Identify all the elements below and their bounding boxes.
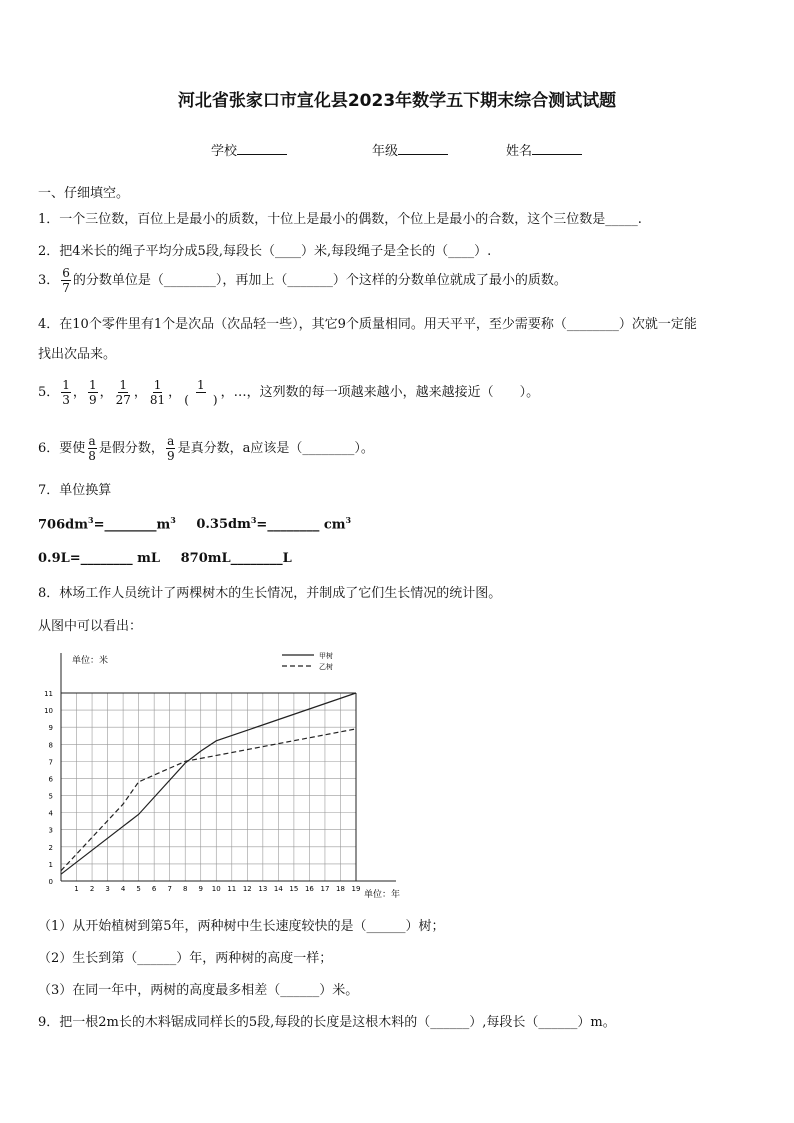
- numerator: 6: [62, 266, 70, 280]
- unit-text: 870mL________L: [180, 551, 292, 566]
- y-tick-label: 1: [48, 860, 53, 869]
- x-tick-label: 2: [89, 885, 95, 893]
- y-tick-label: 2: [48, 843, 53, 852]
- y-tick-label: 6: [48, 775, 53, 784]
- denominator: 8: [88, 449, 96, 463]
- x-tick-label: 14: [273, 885, 283, 893]
- grade-label: 年级: [372, 144, 399, 159]
- x-tick-label: 18: [336, 885, 345, 893]
- name-field: [506, 140, 582, 159]
- y-tick-label: 3: [48, 826, 53, 835]
- school-label: 学校: [211, 144, 238, 159]
- y-tick-label: 0: [48, 878, 53, 886]
- question-5-number: 5．: [38, 385, 60, 400]
- fraction: [149, 378, 166, 407]
- x-tick-label: 3: [105, 885, 110, 893]
- unit-text: 706dm: [38, 517, 88, 533]
- question-4-line2: 找出次品来。: [38, 347, 117, 362]
- grade-field: [372, 140, 448, 159]
- x-tick-label: 1: [74, 885, 79, 893]
- question-7-row1: $706dm^3=\_\_\_\_\_\_\_\_m^3$ $0.35dm^3=\_\_\_\_\_\_\_\_$ $cm^3$: [38, 515, 352, 533]
- x-tick-label: 11: [227, 885, 237, 893]
- numerator: 1: [197, 378, 205, 392]
- y-tick-label: 8: [48, 741, 53, 750]
- question-8-part3: （3）在同一年中，两树的高度最多相差（______）米。: [38, 983, 359, 998]
- denominator: 3: [62, 393, 70, 407]
- question-1: 1．一个三位数，百位上是最小的质数，十位上是最小的偶数，个位上是最小的合数，这个三位数是_____.: [38, 212, 642, 227]
- x-tick-label: 7: [167, 885, 172, 893]
- x-tick-label: 15: [289, 885, 299, 893]
- y-tick-label: 5: [48, 792, 53, 801]
- x-axis-label: 单位：年: [364, 890, 401, 900]
- question-6-prefix: 6．要使: [38, 441, 86, 456]
- page-title: 河北省张家口市宣化县2023年数学五下期末综合测试试题: [177, 91, 617, 111]
- numerator: 1: [119, 378, 128, 392]
- question-5: 5． $\frac{1}{3}$ ， $\frac{1}{9}$ ， $\frac{1}{27}$ ， $\frac{1}{81}$ ， $\frac{1}{( )}$ ，…，这列数的每一项越来越小，越来越接近（ ）。: [38, 378, 540, 407]
- x-tick-label: 17: [320, 885, 330, 893]
- denominator: 27: [115, 393, 131, 407]
- unit-text: =________ cm: [256, 517, 346, 533]
- x-tick-label: 19: [351, 885, 361, 893]
- fraction: [88, 378, 98, 407]
- numerator: 1: [153, 378, 162, 392]
- question-3-text: 的分数单位是（________），再加上（_______）个这样的分数单位就成了最小的质数。: [72, 273, 567, 288]
- y-tick-label: 7: [48, 758, 53, 767]
- question-8: 8．林场工作人员统计了两棵树木的生长情况，并制成了它们生长情况的统计图。: [38, 586, 502, 601]
- question-3: [38, 266, 567, 295]
- x-tick-label: 9: [198, 885, 203, 893]
- numerator: 1: [88, 378, 97, 392]
- fraction: [61, 378, 71, 407]
- question-8-part2: （2）生长到第（______）年，两种树的高度一样；: [38, 951, 333, 966]
- question-6-text: 是真分数，a应该是（________）。: [177, 441, 374, 456]
- question-5-text: ，…，这列数的每一项越来越小，越来越接近（ ）。: [220, 385, 540, 400]
- denominator: 9: [166, 449, 175, 463]
- question-6-mid: 是假分数，: [98, 441, 164, 456]
- x-tick-label: 13: [258, 885, 268, 893]
- y-tick-label: 4: [48, 809, 53, 818]
- numerator: 1: [62, 378, 70, 392]
- unit-text: =________m: [93, 517, 171, 533]
- denominator: 7: [62, 281, 70, 295]
- chart-ticks: [44, 690, 360, 893]
- x-tick-label: 4: [120, 885, 126, 893]
- numerator: a: [167, 434, 175, 448]
- x-tick-label: 5: [136, 885, 141, 893]
- question-6: [38, 434, 374, 463]
- x-tick-label: 12: [242, 885, 252, 893]
- fraction: [87, 434, 97, 463]
- legend-label: 乙树: [319, 663, 333, 671]
- question-4-line1: 4．在10个零件里有1个是次品（次品轻一些），其它9个质量相同。用天平平，至少需要称（________）次就一定能: [38, 317, 697, 332]
- question-3-number: 3．: [38, 273, 60, 288]
- fraction: [61, 266, 71, 295]
- x-tick-label: 16: [304, 885, 314, 893]
- grade-blank[interactable]: [398, 140, 448, 155]
- chart-grid: [61, 693, 356, 881]
- y-tick-label: 9: [48, 724, 53, 733]
- unit-text: 0.9L=________ mL: [38, 551, 161, 566]
- question-7-row2: [38, 551, 292, 566]
- section-heading: 一、仔细填空。: [38, 186, 130, 201]
- denominator: 9: [88, 393, 97, 407]
- series-line-2: [61, 729, 356, 871]
- fraction: [183, 378, 218, 407]
- school-field: [211, 140, 287, 159]
- name-label: 姓名: [506, 144, 533, 159]
- denominator: ( ): [184, 393, 218, 407]
- chart-legend: [282, 651, 333, 671]
- name-blank[interactable]: [532, 140, 582, 155]
- y-tick-label: 11: [44, 690, 53, 698]
- x-tick-label: 10: [211, 885, 221, 893]
- x-tick-label: 6: [151, 885, 157, 893]
- question-8-part1: （1）从开始植树到第5年，两种树中生长速度较快的是（______）树；: [38, 919, 445, 934]
- growth-line-chart: [40, 645, 420, 905]
- question-8-sub: 从图中可以看出：: [38, 619, 143, 634]
- y-axis-label: 单位：米: [72, 656, 109, 666]
- denominator: 81: [149, 393, 166, 407]
- y-tick-label: 10: [44, 707, 53, 716]
- school-blank[interactable]: [237, 140, 287, 155]
- question-9: 9．把一根2m长的木料锯成同样长的5段,每段的长度是这根木料的（______）,每段长（______）m。: [38, 1015, 616, 1030]
- question-2: 2．把4米长的绳子平均分成5段,每段长（____）米,每段绳子是全长的（____）.: [38, 244, 492, 259]
- legend-label: 甲树: [319, 652, 333, 660]
- numerator: a: [88, 434, 96, 448]
- unit-text: 0.35dm: [196, 517, 251, 533]
- question-7: 7．单位换算: [38, 483, 112, 498]
- fraction: [115, 378, 132, 407]
- x-tick-label: 8: [182, 885, 188, 893]
- fraction: [166, 434, 176, 463]
